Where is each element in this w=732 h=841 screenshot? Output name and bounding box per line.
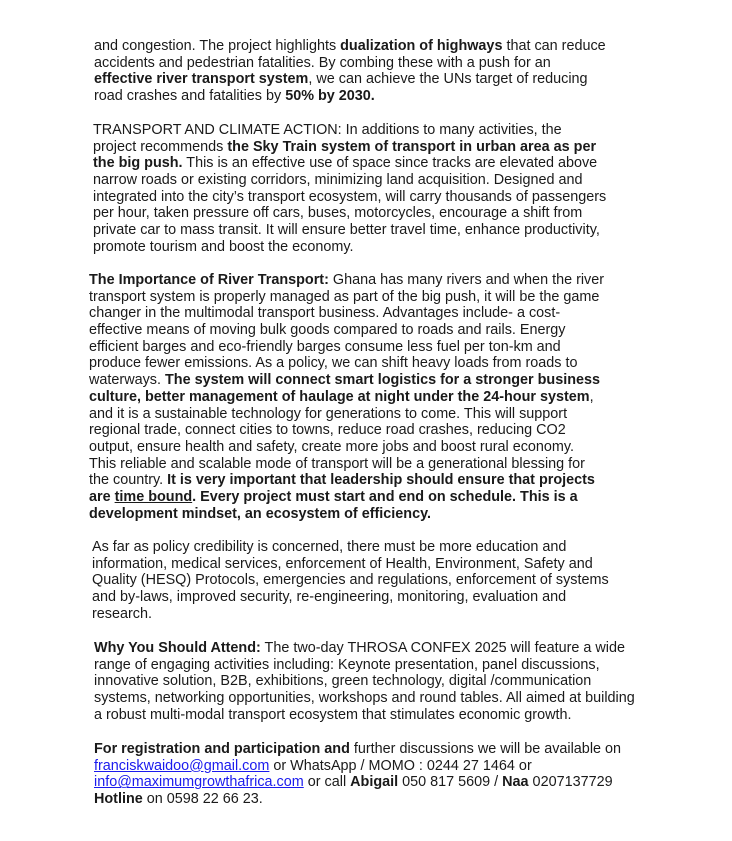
paragraph-policy-credibility <box>92 539 609 622</box>
text-line <box>89 339 604 356</box>
text-run: The two-day THROSA CONFEX 2025 will feature a wide <box>260 640 625 656</box>
text-line <box>93 239 606 256</box>
text-line <box>92 572 609 589</box>
text-run: output, ensure health and safety, create more jobs and boost rural economy. <box>89 438 575 455</box>
bold-text: development mindset, an ecosystem of efficiency. <box>89 505 432 522</box>
text-run: narrow roads or existing corridors, minimizing land acquisition. Designed and <box>93 172 583 189</box>
text-run: or call <box>303 774 351 791</box>
text-run: information, medical services, enforcement of Health, Environment, Safety and <box>92 555 593 572</box>
text-line <box>92 589 609 606</box>
text-run: and by-laws, improved security, re-engineering, monitoring, evaluation and <box>92 589 567 606</box>
text-run: changer in the multimodal transport business. Advantages include- a cost- <box>89 305 561 322</box>
text-run: or WhatsApp / MOMO : 0244 27 1464 or <box>269 757 532 774</box>
text-line <box>94 774 621 791</box>
text-run: This reliable and scalable mode of transport will be a generational blessing for <box>89 455 585 472</box>
text-run: , we can achieve the UNs target of reducing <box>308 71 588 88</box>
text-run: Ghana has many rivers and when the river <box>328 272 605 288</box>
text-run: regional trade, connect cities to towns, reduce road crashes, reducing CO2 <box>89 422 566 439</box>
text-line <box>92 606 609 623</box>
text-line <box>92 556 609 573</box>
text-line <box>93 205 606 222</box>
text-run: , <box>589 388 594 405</box>
bold-text: 50% by 2030. <box>285 88 375 105</box>
text-line <box>94 690 635 707</box>
text-line <box>94 758 621 775</box>
text-run: effective means of moving bulk goods compared to roads and rails. Energy <box>89 322 566 339</box>
bold-text: Hotline <box>94 791 143 808</box>
text-run: transport system is properly managed as part of the big push, it will be the game <box>89 288 600 305</box>
text-line <box>89 422 604 439</box>
text-line <box>89 456 604 473</box>
paragraph-why-attend <box>94 640 635 723</box>
text-line <box>89 355 604 372</box>
text-line <box>89 489 604 506</box>
bold-text: Naa <box>502 774 529 791</box>
text-line <box>89 389 604 406</box>
bold-text: . Every project must start and end on schedule. This is a <box>192 488 578 505</box>
text-line <box>89 439 604 456</box>
text-line <box>94 640 635 657</box>
text-run: systems, networking opportunities, workshops and round tables. All aimed at building <box>94 690 635 707</box>
text-run: further discussions we will be available on <box>349 741 622 757</box>
text-line <box>89 305 604 322</box>
text-line <box>93 172 606 189</box>
text-run: As far as policy credibility is concerned, there must be more education and <box>92 539 567 555</box>
text-run: private car to mass transit. It will ensure better travel time, enhance productivity, <box>93 222 600 239</box>
text-line <box>89 372 604 389</box>
text-line <box>94 741 621 758</box>
bold-text: Why You Should Attend: <box>94 640 261 656</box>
bold-text: the Sky Train system of transport in urban area as per <box>227 138 597 155</box>
text-run: accidents and pedestrian fatalities. By combing these with a push for an <box>94 54 551 71</box>
text-line <box>89 406 604 423</box>
text-line <box>94 791 621 808</box>
text-line <box>94 88 606 105</box>
text-run: This is an effective use of space since tracks are elevated above <box>182 155 598 172</box>
text-line <box>89 472 604 489</box>
text-run: waterways. <box>89 372 165 389</box>
text-line <box>94 673 635 690</box>
text-run: and it is a sustainable technology for generations to come. This will support <box>89 405 568 422</box>
text-line <box>89 272 604 289</box>
text-line <box>94 38 606 55</box>
text-line <box>94 657 635 674</box>
bold-text: It is very important that leadership should ensure that projects <box>167 472 595 489</box>
text-line <box>94 71 606 88</box>
bold-text: are <box>89 488 115 505</box>
bold-text: the big push. <box>93 155 183 172</box>
text-run: TRANSPORT AND CLIMATE ACTION: In additions to many activities, the <box>93 122 562 138</box>
text-line <box>93 189 606 206</box>
bold-text: dualization of highways <box>340 38 503 54</box>
text-run: on 0598 22 66 23. <box>142 791 263 808</box>
text-run: promote tourism and boost the economy. <box>93 238 354 255</box>
text-run: the country. <box>89 472 168 489</box>
text-run: that can reduce <box>502 38 606 54</box>
text-run: 0207137729 <box>528 774 613 791</box>
bold-text: effective river transport system <box>94 71 309 88</box>
text-run: innovative solution, B2B, exhibitions, green technology, digital /communication <box>94 673 592 690</box>
paragraph-transport-climate-action <box>93 122 606 256</box>
email-link[interactable]: franciskwaidoo@gmail.com <box>94 757 270 774</box>
bold-text: The system will connect smart logistics for a stronger business <box>164 372 601 389</box>
bold-text: culture, better management of haulage at night under the 24-hour system <box>89 388 590 405</box>
text-run: 050 817 5609 / <box>398 774 503 791</box>
text-line <box>93 222 606 239</box>
text-run: range of engaging activities including: Keynote presentation, panel discussions, <box>94 656 600 673</box>
text-line <box>92 539 609 556</box>
text-run: project recommends <box>93 138 228 155</box>
text-run: road crashes and fatalities by <box>94 88 286 105</box>
bold-text: The Importance of River Transport: <box>89 272 329 288</box>
text-line <box>89 506 604 523</box>
paragraph-river-transport <box>89 272 604 522</box>
text-run: Quality (HESQ) Protocols, emergencies and regulations, enforcement of systems <box>92 572 609 589</box>
paragraph-registration-contact <box>94 741 621 808</box>
text-line <box>89 289 604 306</box>
text-run: integrated into the city’s transport ecosystem, will carry thousands of passengers <box>93 188 607 205</box>
text-line <box>89 322 604 339</box>
email-link[interactable]: info@maximumgrowthafrica.com <box>94 774 304 791</box>
text-line <box>94 55 606 72</box>
text-line <box>94 707 635 724</box>
text-run: and congestion. The project highlights <box>94 38 341 54</box>
text-line <box>93 139 606 156</box>
text-run: research. <box>92 605 152 622</box>
bold-text: time bound <box>114 488 193 505</box>
bold-text: For registration and participation and <box>94 741 350 757</box>
text-line <box>93 155 606 172</box>
text-run: produce fewer emissions. As a policy, we can shift heavy loads from roads to <box>89 355 578 372</box>
text-run: efficient barges and eco-friendly barges consume less fuel per ton-km and <box>89 338 561 355</box>
bold-text: Abigail <box>350 774 399 791</box>
text-run: a robust multi-modal transport ecosystem that stimulates economic growth. <box>94 706 572 723</box>
text-run: per hour, taken pressure off cars, buses, motorcycles, encourage a shift from <box>93 205 583 222</box>
paragraph-intro-tail <box>94 38 606 105</box>
text-line <box>93 122 606 139</box>
